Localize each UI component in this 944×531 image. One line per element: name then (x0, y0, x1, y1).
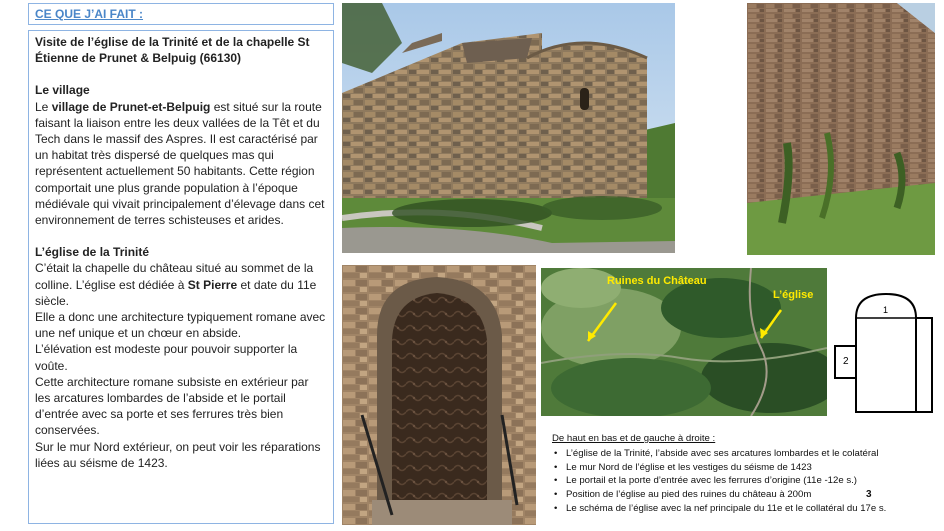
description-textbox (28, 30, 334, 524)
plan-label-2: 2 (843, 356, 849, 367)
eglise-paragraph-3: L’élévation est modeste pour pouvoir supporter la voûte. (35, 342, 298, 373)
photo-caption (552, 432, 932, 516)
church-floor-plan (832, 290, 936, 414)
map-label-chateau: Ruines du Château (607, 275, 707, 287)
caption-heading: De haut en bas et de gauche à droite : (552, 433, 716, 444)
church-apse-photo (342, 3, 675, 253)
caption-list (552, 447, 932, 516)
visit-title: Visite de l’église de la Trinité et de la chapelle St Étienne de Prunet & Belpuig (66130) (35, 35, 310, 66)
village-paragraph: Le village de Prunet-et-Belpuig est situé sur la route faisant la liaison entre les deux vallées de la Têt et du Tech dans le massif des Aspres. Il est caractérisé par un habitat très dispersé de quelques mas qui représentent actuellement 50 habitants. Cette région comportait une plus grande population à l’époque médiévale qui vivait principalement d’élevage dans cet environnement de terres schisteuses et arides. (35, 99, 325, 228)
eglise-paragraph-5: Sur le mur Nord extérieur, on peut voir les réparations liées au séisme de 1423. (35, 439, 321, 470)
village-heading: Le village (35, 83, 90, 98)
eglise-paragraph-2: Elle a donc une architecture typiquement romane avec une nef unique et un chœur en abside. (35, 310, 326, 341)
map-label-eglise: L’église (773, 289, 814, 301)
caption-item-1: • L’église de la Trinité, l’abside avec ses arcatures lombardes et le colatéral (552, 447, 932, 461)
caption-item-2: • Le mur Nord de l’église et les vestiges du séisme de 1423 (552, 461, 932, 475)
plan-label-1: 1 (883, 305, 889, 315)
eglise-heading: L’église de la Trinité (35, 245, 150, 260)
aerial-map (541, 268, 827, 416)
caption-item-4: • Position de l’église au pied des ruines du château à 200m (552, 488, 932, 502)
eglise-paragraph-1: C’était la chapelle du château situé au sommet de la colline. L’église est dédiée à St Pierre et date du 11e siècle. (35, 261, 317, 308)
portal-door-photo (342, 265, 536, 525)
section-header-label: CE QUE J’AI FAIT : (35, 7, 144, 21)
caption-item-3: • Le portail et la porte d’entrée avec les ferrures d’origine (11e -12e s.) (552, 474, 932, 488)
page-number: 3 (866, 489, 872, 500)
caption-item-5: • Le schéma de l’église avec la nef principale du 11e et le collatéral du 17e s. (552, 502, 932, 516)
section-header (28, 3, 334, 25)
eglise-paragraph-4: Cette architecture romane subsiste en extérieur par les arcatures lombardes de l’abside et le portail d’entrée avec sa porte et ses ferrures très bien conservées. (35, 374, 309, 438)
north-wall-photo (747, 3, 935, 255)
